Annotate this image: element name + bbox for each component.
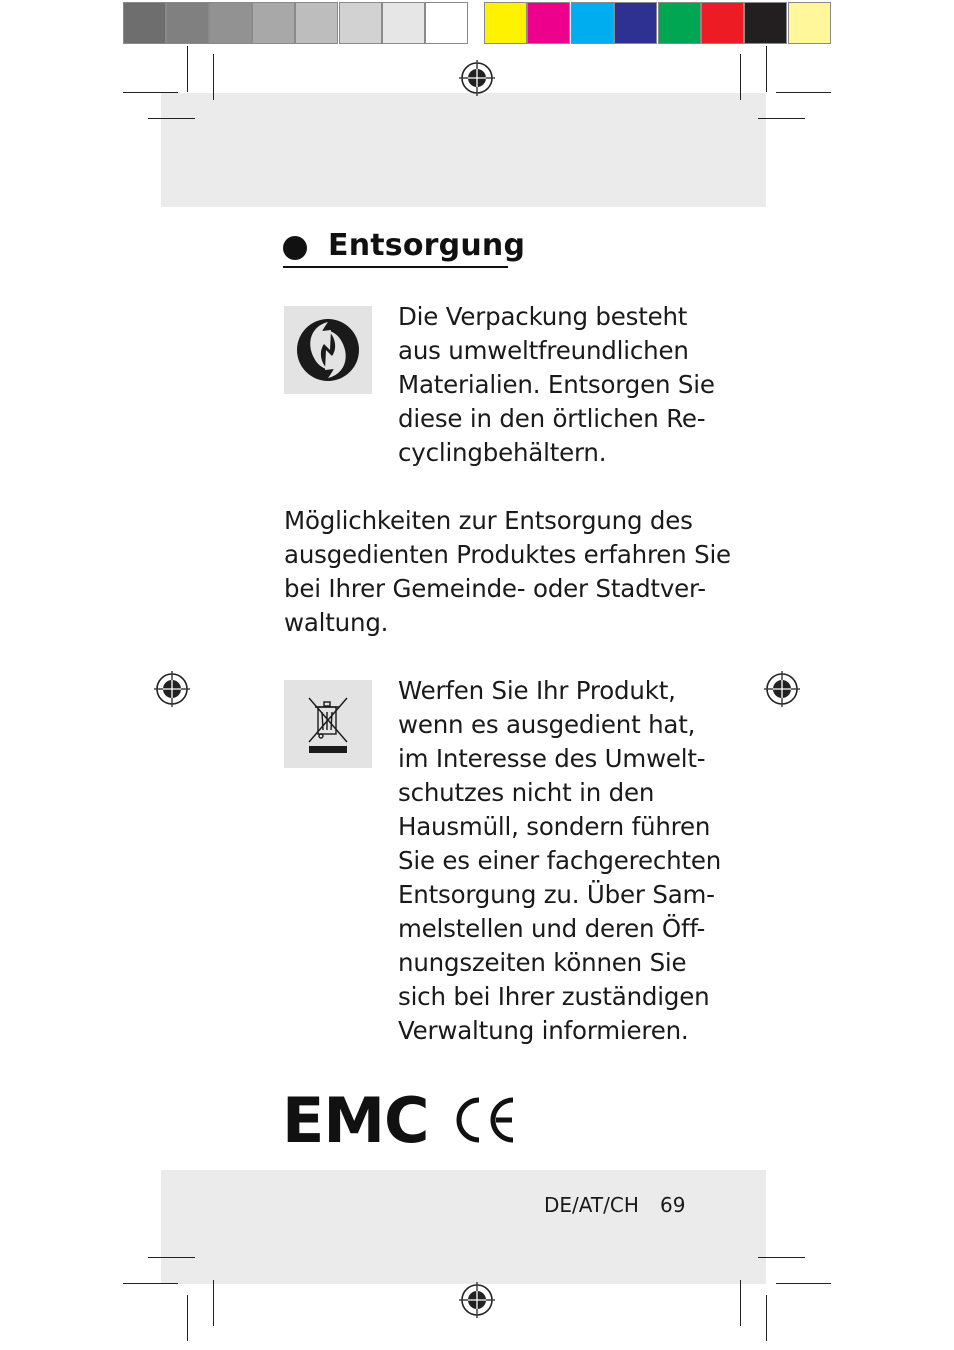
footer-region: DE/AT/CH — [544, 1193, 639, 1217]
page-number: 69 — [660, 1193, 686, 1217]
color-swatch — [527, 2, 570, 44]
weee-text: Werfen Sie Ihr Produkt, wenn es ausgedient hat, im Interesse des Umwelt- schutzes nicht in den Hausmüll, sondern führen Sie es einer fachgerechten Entsorgung zu. Über Sam- melstellen und deren Öff- nungszeiten können Sie sich bei Ihrer zuständigen Verwaltung informieren. — [398, 676, 722, 1045]
packaging-text: Die Verpackung besteht aus umweltfreundlichen Materialien. Entsorgen Sie diese in den örtlichen Re- cyclingbehältern. — [398, 302, 715, 467]
color-swatch — [658, 2, 701, 44]
gray-swatch — [209, 2, 252, 44]
gray-swatch — [166, 2, 209, 44]
green-dot-recycling-icon — [284, 306, 372, 394]
registration-mark-icon — [459, 1282, 495, 1318]
gray-swatch — [425, 2, 468, 44]
registration-mark-icon — [154, 671, 190, 707]
heading-underline — [283, 266, 508, 268]
footer-band — [161, 1170, 766, 1284]
crossed-out-wheelie-bin-icon — [284, 680, 372, 768]
gray-swatch — [382, 2, 425, 44]
color-swatch — [484, 2, 527, 44]
heading-bullet-icon — [283, 236, 307, 260]
color-swatch — [788, 2, 831, 44]
section-title: Entsorgung — [328, 228, 526, 263]
gray-swatch — [123, 2, 166, 44]
registration-mark-icon — [764, 671, 800, 707]
color-swatch — [614, 2, 657, 44]
gray-swatch — [339, 2, 382, 44]
ce-mark-icon — [452, 1097, 516, 1143]
emc-mark: EMC — [282, 1084, 429, 1157]
gray-swatch — [252, 2, 295, 44]
header-band — [161, 93, 766, 207]
registration-mark-icon — [459, 60, 495, 96]
color-swatch — [744, 2, 787, 44]
gray-swatch — [295, 2, 338, 44]
product-disposal-text: Möglichkeiten zur Entsorgung des ausgedienten Produktes erfahren Sie bei Ihrer Gemeinde- oder Stadtver- waltung. — [284, 506, 731, 637]
color-swatch — [701, 2, 744, 44]
color-swatch — [571, 2, 614, 44]
